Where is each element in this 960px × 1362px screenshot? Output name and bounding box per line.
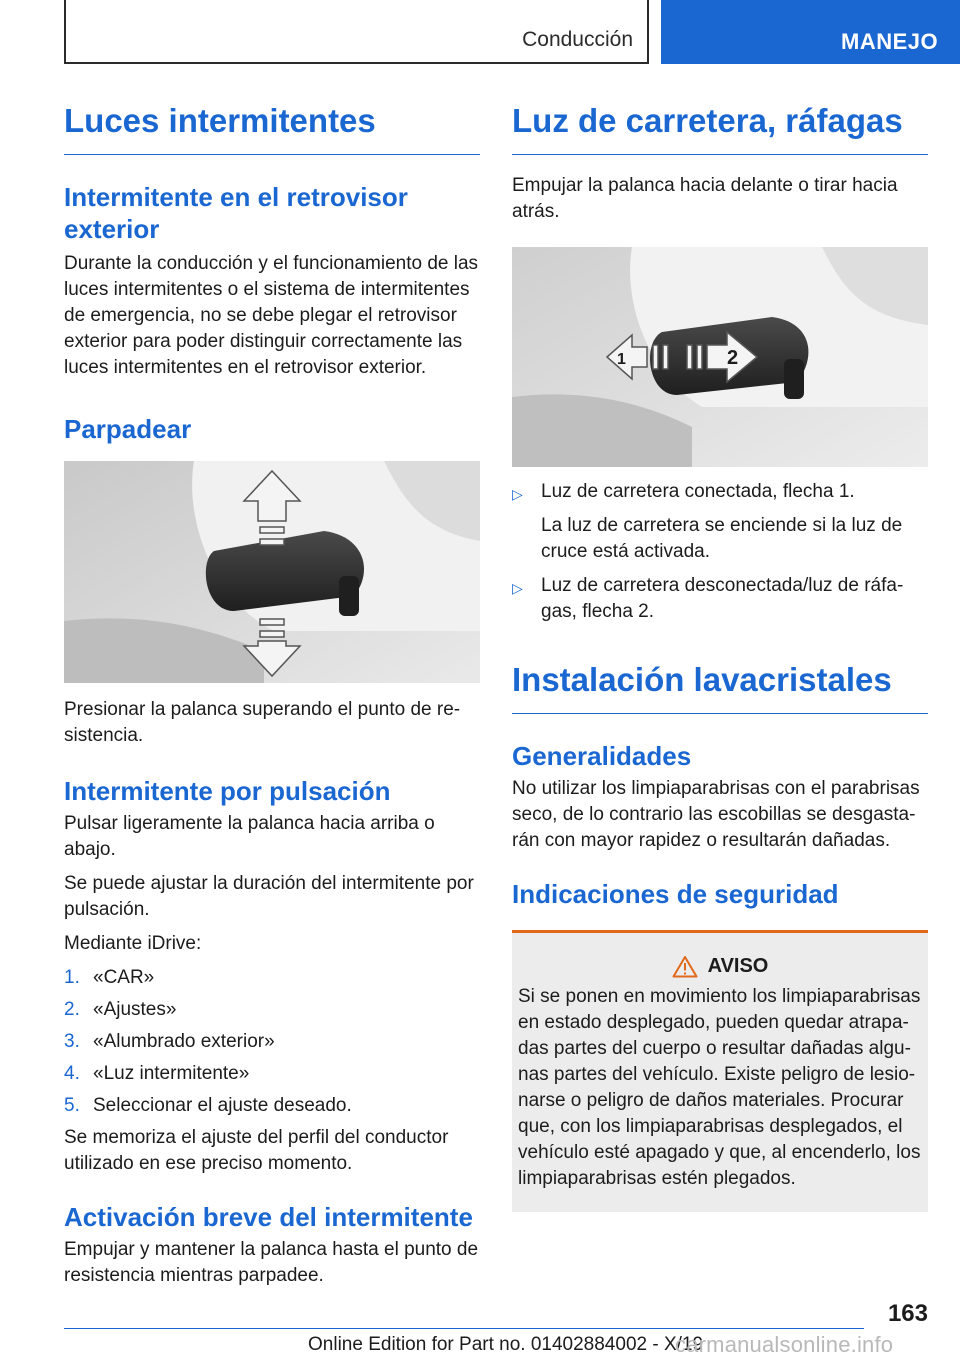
- step-number: 3.: [64, 1031, 80, 1052]
- footer-edition: Online Edition for Part no. 01402884002 - X/19: [308, 1334, 704, 1355]
- warning-box: [512, 930, 928, 1212]
- header-section-box: [64, 0, 649, 64]
- paragraph-generalidades: No utilizar los limpiaparabrisas con el parabrisas seco, de lo contrario las escobillas se desgasta‐ rán con mayor rapidez o resultarán dañadas.: [512, 778, 920, 851]
- left-column: [64, 100, 480, 1289]
- triangle-bullet-icon: ▷: [512, 486, 523, 502]
- step-number: 1.: [64, 967, 80, 988]
- lever-forward-back-illustration: [512, 247, 928, 467]
- paragraph-ajustar: Se puede ajustar la duración del intermitente por pulsación.: [64, 873, 474, 920]
- step-text: «Luz intermitente»: [93, 1063, 250, 1084]
- lever-up-down-illustration: [64, 461, 480, 683]
- footer-divider: [64, 1328, 864, 1329]
- heading-activacion-breve: Activación breve del intermitente: [64, 1202, 473, 1232]
- figure-label-1: 1: [617, 351, 626, 368]
- bullet-subtext: La luz de carretera se enciende si la luz de cruce está activada.: [541, 515, 903, 562]
- idrive-steps-list: [64, 965, 480, 1119]
- bullet-text: Luz de carretera desconectada/luz de ráfa‐ gas, flecha 2.: [541, 575, 904, 622]
- step-text: «Ajustes»: [93, 999, 177, 1020]
- page-number: 163: [887, 1300, 928, 1327]
- high-beam-bullets: [512, 479, 928, 625]
- list-item: [64, 1061, 480, 1087]
- heading-intermitente-pulsacion: Intermitente por pulsación: [64, 776, 391, 806]
- step-text: «CAR»: [93, 967, 155, 988]
- heading-indicaciones-seguridad: Indicaciones de seguridad: [512, 879, 839, 909]
- step-text: «Alumbrado exterior»: [93, 1031, 275, 1052]
- list-item: [64, 965, 480, 991]
- header-chapter-tab: MANEJO: [661, 0, 960, 64]
- list-item: [64, 1029, 480, 1055]
- figure-lever-up-down: [64, 461, 480, 683]
- heading-parpadear: Parpadear: [64, 414, 192, 444]
- warning-header: [518, 955, 922, 978]
- paragraph-parpadear: Presionar la palanca superando el punto de re‐ sistencia.: [64, 699, 461, 746]
- paragraph-retrovisor: Durante la conducción y el funcionamiento de las luces intermitentes o el sistema de intermitentes de emergencia, no se debe plegar el retrovisor exterior para poder distinguir correctamente las luces intermitentes en el retrovisor exterior.: [64, 253, 479, 378]
- list-item: [64, 997, 480, 1023]
- warning-triangle-icon: [672, 955, 698, 978]
- list-item: [512, 573, 928, 625]
- heading-generalidades: Generalidades: [512, 741, 692, 771]
- heading-intermitente-retrovisor: Intermitente en el retrovisor exterior: [64, 182, 408, 244]
- heading-luces-intermitentes: Luces intermitentes: [64, 100, 480, 155]
- paragraph-idrive: Mediante iDrive:: [64, 933, 202, 954]
- footer-watermark: carmanualsonline.info: [675, 1332, 894, 1357]
- paragraph-pulsar: Pulsar ligeramente la palanca hacia arriba o abajo.: [64, 813, 435, 860]
- header-section-title: Conducción: [522, 28, 633, 51]
- step-number: 4.: [64, 1063, 80, 1084]
- list-item: [64, 1093, 480, 1119]
- figure-lever-forward-back: [512, 247, 928, 467]
- list-item: [512, 479, 928, 565]
- paragraph-empujar: Empujar la palanca hacia delante o tirar hacia atrás.: [512, 175, 898, 222]
- warning-text: Si se ponen en movimiento los limpiaparabrisas en estado desplegado, pueden quedar atrapa‐ das partes del cuerpo o resultar dañadas algu‐ nas partes del vehículo. Existe peligro de lesio‐ narse o peligro de daños materiales. Procurar que, con los limpiaparabrisas desplegados, el vehículo esté apagado y que, al encenderlo, los limpiaparabrisas estén plegados.: [518, 986, 921, 1189]
- figure-label-2: 2: [727, 347, 739, 369]
- step-text: Seleccionar el ajuste deseado.: [93, 1095, 352, 1116]
- paragraph-activacion: Empujar y mantener la palanca hasta el punto de resistencia mientras parpadee.: [64, 1239, 479, 1286]
- heading-luz-carretera: Luz de carretera, ráfagas: [512, 100, 928, 155]
- bullet-text: Luz de carretera conectada, flecha 1.: [541, 481, 855, 502]
- step-number: 2.: [64, 999, 80, 1020]
- heading-instalacion-lavacristales: Instalación lavacristales: [512, 659, 928, 714]
- triangle-bullet-icon: ▷: [512, 580, 523, 596]
- right-column: [512, 100, 928, 1212]
- warning-title: AVISO: [707, 955, 769, 977]
- paragraph-memoriza: Se memoriza el ajuste del perfil del conductor utilizado en ese preciso momento.: [64, 1127, 449, 1174]
- step-number: 5.: [64, 1095, 80, 1116]
